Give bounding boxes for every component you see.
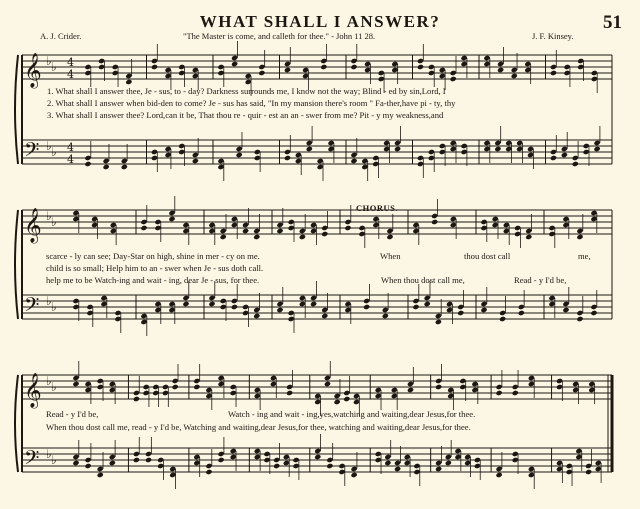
note-head: [299, 234, 306, 240]
note-head: [320, 64, 327, 70]
treble-clef-icon: 𝄞: [24, 373, 42, 408]
note-head: [253, 234, 260, 240]
note-head: [276, 228, 283, 234]
flat-icon: ♭: [51, 145, 57, 159]
flat-icon: ♭: [46, 294, 52, 308]
note-head: [585, 469, 592, 475]
note-head: [208, 301, 215, 307]
note-head: [334, 399, 341, 405]
note-head: [145, 457, 152, 463]
note-head: [407, 387, 414, 393]
treble-clef-icon: 𝄞: [24, 53, 42, 88]
note-head: [168, 216, 175, 222]
note-head: [276, 307, 283, 313]
note-head: [324, 381, 331, 387]
note-head: [350, 64, 357, 70]
note-head: [72, 460, 79, 466]
brace-icon: [15, 55, 18, 164]
note-head: [594, 146, 601, 152]
note-head: [344, 225, 351, 231]
note-head: [310, 301, 317, 307]
note-head: [511, 73, 518, 79]
note-head: [85, 463, 92, 469]
system2-line3: help me to be Watch-ing and wait - ing, dear Je - sus, for thee.: [46, 275, 260, 285]
note-head: [450, 76, 457, 82]
note-head: [384, 460, 391, 466]
flat-icon: ♭: [51, 300, 57, 314]
system2-line1-when: When: [380, 251, 401, 261]
system2-line3-call: When thou dost call me,: [381, 275, 465, 285]
note-head: [518, 310, 525, 316]
note-head: [182, 301, 189, 307]
note-head: [218, 457, 225, 463]
page-number: 51: [603, 12, 622, 33]
flat-icon: ♭: [46, 374, 52, 388]
note-head: [97, 472, 104, 478]
note-head: [576, 316, 583, 322]
verse-1-line: 1. What shall I answer thee, Je - sus, to - day? Darkness surrounds me, I know not the way; Blind - ed by sin,Lord, I: [47, 86, 446, 96]
note-head: [151, 64, 158, 70]
note-head: [494, 146, 501, 152]
note-head: [457, 310, 464, 316]
note-head: [284, 67, 291, 73]
note-head: [220, 234, 227, 240]
time-signature: 4: [67, 56, 74, 69]
flat-icon: ♭: [46, 209, 52, 223]
note-head: [140, 225, 147, 231]
bass-clef-icon: 𝄢: [24, 446, 40, 474]
flat-icon: ♭: [46, 139, 52, 153]
note-head: [321, 231, 328, 237]
system2-line1-call: thou dost call: [464, 251, 511, 261]
note-head: [236, 152, 243, 158]
note-head: [205, 469, 212, 475]
note-head: [424, 301, 431, 307]
note-head: [314, 454, 321, 460]
note-head: [326, 463, 333, 469]
note-head: [231, 61, 238, 67]
scripture-epigraph: "The Master is come, and calleth for thee." - John 11 28.: [183, 31, 376, 41]
flat-icon: ♭: [51, 60, 57, 74]
time-signature: 4: [67, 153, 74, 166]
note-head: [103, 164, 110, 170]
note-head: [242, 228, 249, 234]
note-head: [435, 319, 442, 325]
note-head: [525, 234, 532, 240]
note-head: [125, 79, 132, 85]
note-head: [431, 219, 438, 225]
system3-line1-watching: Watch - ing and wait - ing,yes,watching and waiting,dear Jesus,for thee.: [228, 409, 476, 419]
flat-icon: ♭: [51, 453, 57, 467]
note-head: [121, 164, 128, 170]
note-head: [412, 304, 419, 310]
note-head: [435, 384, 442, 390]
note-head: [496, 390, 503, 396]
time-signature: 4: [67, 141, 74, 154]
note-head: [133, 457, 140, 463]
system2-line1-me: me,: [578, 251, 591, 261]
note-head: [417, 64, 424, 70]
note-head: [109, 460, 116, 466]
note-head: [590, 310, 597, 316]
flat-icon: ♭: [46, 447, 52, 461]
note-head: [284, 155, 291, 161]
verse-2-line: 2. What shall I answer when bid-den to come? Je - sus has said, "In my mansion there's room " Fa-ther,have pi - ty, thy: [47, 98, 456, 108]
note-head: [394, 466, 401, 472]
note-head: [273, 463, 280, 469]
system2-line3-ready: Read - y I'd be,: [514, 275, 567, 285]
note-head: [562, 307, 569, 313]
note-head: [512, 390, 519, 396]
bass-clef-icon: 𝄢: [24, 138, 40, 166]
note-head: [72, 381, 79, 387]
note-head: [343, 396, 350, 402]
note-head: [576, 234, 583, 240]
note-head: [253, 313, 260, 319]
note-head: [499, 316, 506, 322]
note-head: [306, 146, 313, 152]
note-head: [435, 466, 442, 472]
flat-icon: ♭: [46, 54, 52, 68]
treble-clef-icon: 𝄞: [24, 208, 42, 243]
flat-icon: ♭: [51, 380, 57, 394]
system2-line1: scarce - ly can see; Day-Star on high, shine in mer - cy on me.: [46, 251, 260, 261]
note-head: [363, 304, 370, 310]
time-signature: 4: [67, 68, 74, 81]
note-head: [286, 390, 293, 396]
note-head: [351, 472, 358, 478]
note-head: [496, 472, 503, 478]
note-head: [550, 70, 557, 76]
note-head: [561, 152, 568, 158]
note-head: [258, 70, 265, 76]
system3-line2: When thou dost call me, read - y I'd be, Watching and waiting,dear Jesus,for thee, watching and waiting,dear Jesus,for thee.: [46, 422, 471, 432]
note-head: [84, 161, 91, 167]
bass-clef-icon: 𝄢: [24, 293, 40, 321]
system2-line2: child is so small; Help him to an - swer when Je - sus doth call.: [46, 263, 264, 273]
note-head: [480, 307, 487, 313]
verse-3-line: 3. What shall I answer thee? Lord,can it be, That thou re - quir - est an an - swer from me? Pit - y my weakness,and: [47, 110, 444, 120]
note-head: [445, 460, 452, 466]
note-head: [193, 384, 200, 390]
composer-credit: J. F. Kinsey.: [532, 31, 574, 41]
chorus-label: CHORUS.: [356, 203, 398, 213]
note-head: [572, 161, 579, 167]
note-head: [172, 384, 179, 390]
brace-icon: [15, 375, 18, 472]
flat-icon: ♭: [51, 215, 57, 229]
system3-line1: Read - y I'd be,: [46, 409, 99, 419]
author-credit: A. J. Crider.: [40, 31, 82, 41]
note-head: [382, 313, 389, 319]
note-head: [133, 396, 140, 402]
note-head: [394, 146, 401, 152]
note-head: [192, 158, 199, 164]
note-head: [386, 234, 393, 240]
note-head: [350, 158, 357, 164]
brace-icon: [15, 210, 18, 319]
note-head: [321, 313, 328, 319]
note-head: [231, 304, 238, 310]
note-head: [497, 67, 504, 73]
hymn-title: WHAT SHALL I ANSWER?: [199, 12, 441, 31]
note-head: [550, 155, 557, 161]
